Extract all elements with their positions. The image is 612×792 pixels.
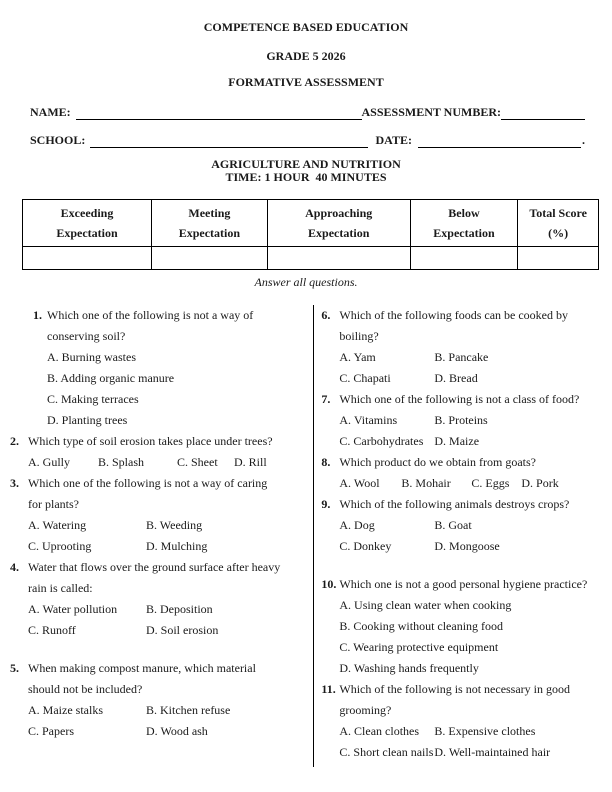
question-option: B. Weeding	[146, 518, 203, 532]
question-options	[339, 595, 600, 679]
question-option: A. Gully	[28, 455, 70, 469]
question-7	[321, 389, 600, 452]
question-option: A. Burning wastes	[47, 350, 136, 364]
assessment-number-blank-line	[501, 106, 585, 120]
question-options	[28, 599, 300, 641]
question-option: C. Runoff	[28, 623, 76, 637]
doc-title: COMPETENCE BASED EDUCATION	[203, 20, 409, 34]
question-options	[339, 473, 600, 494]
name-blank-line	[76, 106, 362, 120]
question-option: D. Soil erosion	[146, 623, 219, 637]
question-option: A. Using clean water when cooking	[339, 598, 512, 612]
school-blank-line	[90, 134, 367, 148]
score-table-header-row	[23, 200, 599, 247]
question-option: D. Maize	[434, 434, 480, 448]
date-label: DATE:	[375, 133, 412, 147]
question-3	[10, 473, 300, 557]
time-line: TIME: 1 HOUR 40 MINUTES	[225, 170, 387, 184]
assessment-type-line: FORMATIVE ASSESSMENT	[228, 75, 384, 89]
question-6	[321, 305, 600, 389]
question-option: B. Mohair	[401, 476, 451, 490]
score-table-empty-row	[23, 247, 599, 270]
question-text: Which one of the following is not a way of caring for plants?	[28, 476, 268, 511]
question-option: A. Clean clothes	[339, 724, 420, 738]
question-11	[321, 679, 600, 763]
instruction-line: Answer all questions.	[254, 275, 358, 289]
score-table-empty-cell	[267, 247, 410, 270]
score-table-empty-cell	[152, 247, 268, 270]
question-number: 6.	[321, 308, 331, 322]
question-number: 4.	[10, 560, 19, 574]
question-option: B. Cooking without cleaning food	[339, 619, 504, 633]
score-table-header-cell: Below Expectation	[410, 200, 518, 247]
school-row	[30, 132, 585, 148]
question-option: C. Papers	[28, 724, 74, 738]
question-option: B. Deposition	[146, 602, 213, 616]
question-option: D. Planting trees	[47, 413, 128, 427]
question-text: Which product do we obtain from goats?	[339, 455, 537, 469]
question-text: Which one of the following is not a class of food?	[339, 392, 580, 406]
question-option: D. Washing hands frequently	[339, 661, 479, 675]
question-text: Which of the following is not necessary in good grooming?	[339, 682, 571, 717]
date-trailing-period: .	[582, 133, 585, 147]
score-table-empty-cell	[410, 247, 518, 270]
question-option: D. Pork	[521, 476, 559, 490]
question-8	[321, 452, 600, 494]
question-options	[28, 452, 300, 473]
question-options	[28, 700, 300, 742]
question-option: A. Wool	[339, 476, 380, 490]
name-row	[30, 104, 585, 120]
score-table-empty-cell	[23, 247, 152, 270]
question-text: When making compost manure, which material should not be included?	[28, 661, 256, 696]
question-option: B. Expensive clothes	[434, 724, 536, 738]
school-label: SCHOOL:	[30, 133, 86, 147]
question-option: C. Making terraces	[47, 392, 139, 406]
question-options	[47, 347, 300, 431]
question-option: A. Dog	[339, 518, 375, 532]
question-option: C. Donkey	[339, 539, 392, 553]
question-option: A. Water pollution	[28, 602, 118, 616]
question-option: C. Uprooting	[28, 539, 92, 553]
question-options	[339, 347, 600, 389]
question-text: Which type of soil erosion takes place under trees?	[28, 434, 273, 448]
questions-area	[0, 303, 612, 767]
question-number: 2.	[10, 434, 19, 448]
question-option: C. Chapati	[339, 371, 391, 385]
question-option: A. Yam	[339, 350, 376, 364]
question-5	[10, 658, 300, 742]
question-text: Which of the following foods can be cooked by boiling?	[339, 308, 568, 343]
question-2	[10, 431, 300, 473]
question-option: D. Bread	[434, 371, 478, 385]
question-4	[10, 557, 300, 641]
question-option: B. Splash	[98, 455, 145, 469]
question-text: Water that flows over the ground surface after heavy rain is called:	[28, 560, 281, 595]
subject-title: AGRICULTURE AND NUTRITION	[211, 157, 401, 171]
questions-right-column	[314, 305, 600, 767]
score-table-header-cell: Approaching Expectation	[267, 200, 410, 247]
question-option: D. Wood ash	[146, 724, 208, 738]
score-table-header-cell: Total Score (%)	[518, 200, 599, 247]
question-option: C. Carbohydrates	[339, 434, 424, 448]
score-table-empty-cell	[518, 247, 599, 270]
question-number: 11.	[321, 682, 336, 696]
question-option: C. Eggs	[471, 476, 510, 490]
question-option: B. Goat	[434, 518, 472, 532]
question-option: D. Rill	[234, 455, 267, 469]
question-number: 9.	[321, 497, 331, 511]
question-number: 1.	[33, 308, 42, 322]
question-text: Which one of the following is not a way of conserving soil?	[47, 308, 254, 343]
question-option: B. Pancake	[434, 350, 489, 364]
assessment-number-label: ASSESSMENT NUMBER:	[361, 105, 501, 119]
question-1	[10, 305, 300, 431]
question-9	[321, 494, 600, 557]
question-option: A. Vitamins	[339, 413, 398, 427]
name-label: NAME:	[30, 105, 71, 119]
question-options	[339, 515, 600, 557]
question-option: B. Adding organic manure	[47, 371, 175, 385]
question-option: B. Proteins	[434, 413, 488, 427]
question-option: C. Sheet	[177, 455, 218, 469]
question-option: A. Watering	[28, 518, 87, 532]
question-options	[339, 410, 600, 452]
date-blank-line	[418, 134, 581, 148]
question-option: C. Short clean nails	[339, 745, 434, 759]
question-number: 3.	[10, 476, 19, 490]
question-number: 8.	[321, 455, 331, 469]
question-option: A. Maize stalks	[28, 703, 103, 717]
question-option: B. Kitchen refuse	[146, 703, 231, 717]
question-options	[339, 721, 600, 763]
question-options	[28, 515, 300, 557]
question-10	[321, 574, 600, 679]
score-table-header-cell: Exceeding Expectation	[23, 200, 152, 247]
question-option: D. Well-maintained hair	[434, 745, 551, 759]
question-option: C. Wearing protective equipment	[339, 640, 499, 654]
question-option: D. Mongoose	[434, 539, 500, 553]
question-option: D. Mulching	[146, 539, 208, 553]
score-table-header-cell: Meeting Expectation	[152, 200, 268, 247]
score-table	[22, 199, 599, 270]
question-text: Which one is not a good personal hygiene practice?	[339, 577, 588, 591]
question-text: Which of the following animals destroys crops?	[339, 497, 570, 511]
grade-line: GRADE 5 2026	[266, 49, 346, 63]
questions-left-column	[10, 305, 300, 767]
question-number: 10.	[321, 577, 337, 591]
question-number: 5.	[10, 661, 19, 675]
question-number: 7.	[321, 392, 331, 406]
